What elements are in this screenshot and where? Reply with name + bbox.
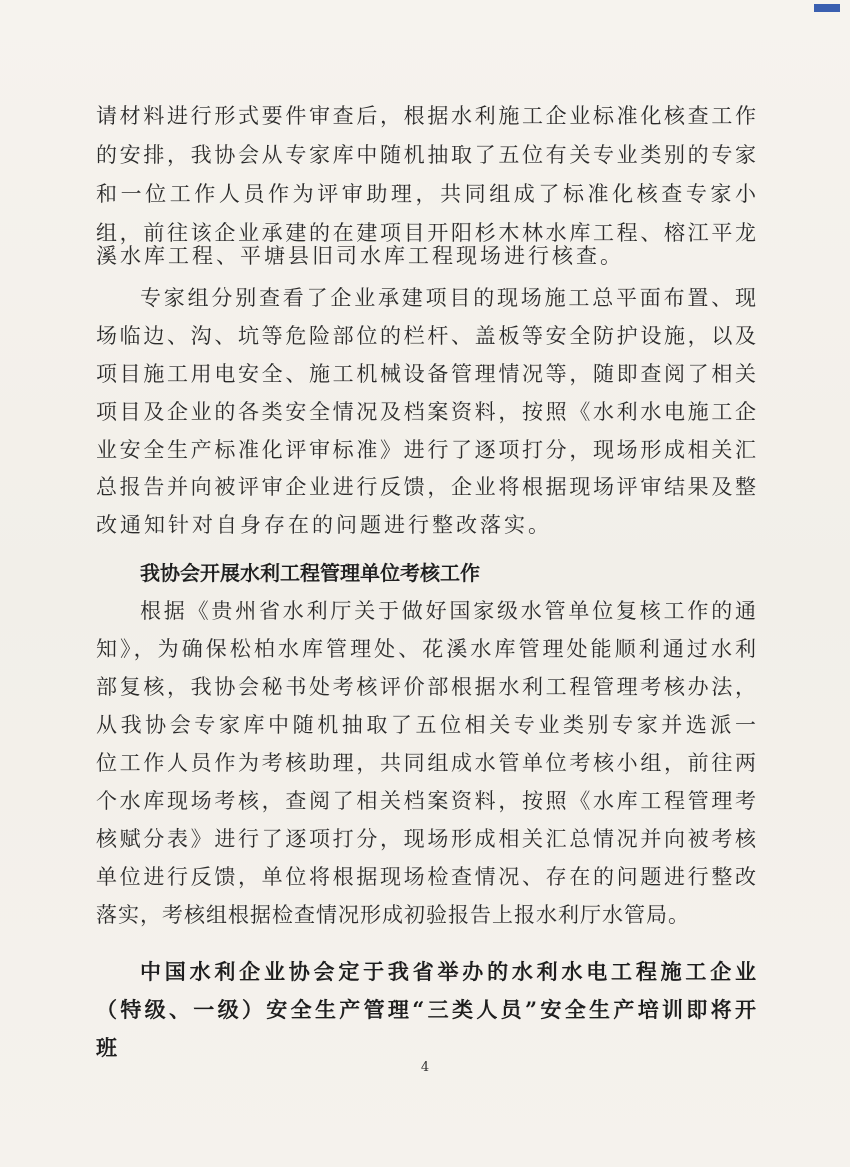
paragraph-line: 知》，为确保松柏水库管理处、花溪水库管理处能顺利通过水利 [96,637,756,661]
page-number: 4 [420,1060,430,1075]
scan-corner-mark [814,4,840,12]
section-title-line: 中国水利企业协会定于我省举办的水利水电工程施工企业 [140,959,756,984]
paragraph-line: 落实，考核组根据检查情况形成初验报告上报水利厅水管局。 [96,903,690,927]
paragraph-line: 核赋分表》进行了逐项打分，现场形成相关汇总情况并向被考核 [96,827,756,851]
section-title-line: 班 [96,1035,117,1060]
paragraph-line: 改通知针对自身存在的问题进行整改落实。 [96,513,552,537]
paragraph-line: 项目及企业的各类安全情况及档案资料，按照《水利水电施工企 [96,400,756,424]
paragraph-line: 溪水库工程、平塘县旧司水库工程现场进行核查。 [96,244,624,268]
paragraph-line: 总报告并向被评审企业进行反馈，企业将根据现场评审结果及整 [96,475,756,499]
paragraph-line: 场临边、沟、坑等危险部位的栏杆、盖板等安全防护设施，以及 [96,324,756,348]
paragraph-line: 个水库现场考核，查阅了相关档案资料，按照《水库工程管理考 [96,789,756,813]
paragraph-line: 位工作人员作为考核助理，共同组成水管单位考核小组，前往两 [96,751,756,775]
paragraph-line: 请材料进行形式要件审查后，根据水利施工企业标准化核查工作 [96,104,756,128]
paragraph-line: 专家组分别查看了企业承建项目的现场施工总平面布置、现 [140,286,756,310]
section-heading: 我协会开展水利工程管理单位考核工作 [140,561,480,585]
paragraph-line: 项目施工用电安全、施工机械设备管理情况等，随即查阅了相关 [96,362,756,386]
paragraph-line: 业安全生产标准化评审标准》进行了逐项打分，现场形成相关汇 [96,438,756,462]
paragraph-line: 组，前往该企业承建的在建项目开阳杉木林水库工程、榕江平龙 [96,221,756,245]
paragraph-line: 根据《贵州省水利厅关于做好国家级水管单位复核工作的通 [140,599,756,623]
paragraph-line: 和一位工作人员作为评审助理，共同组成了标准化核查专家小 [96,182,756,206]
section-title-line: （特级、一级）安全生产管理“三类人员”安全生产培训即将开 [96,997,756,1022]
paragraph-line: 单位进行反馈，单位将根据现场检查情况、存在的问题进行整改 [96,865,756,889]
paragraph-line: 从我协会专家库中随机抽取了五位相关专业类别专家并选派一 [96,713,756,737]
paragraph-line: 的安排，我协会从专家库中随机抽取了五位有关专业类别的专家 [96,143,756,167]
paragraph-line: 部复核，我协会秘书处考核评价部根据水利工程管理考核办法， [96,675,756,699]
